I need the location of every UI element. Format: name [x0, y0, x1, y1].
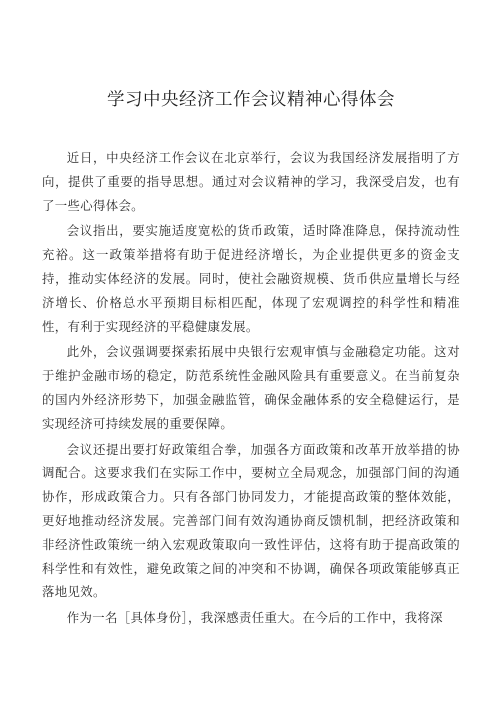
paragraph-4: 会议还提出要打好政策组合拳，加强各方面政策和改革开放举措的协调配合。这要求我们在实际工作中，要树立全局观念，加强部门间的沟通协作，形成政策合力。只有各部门协同发力，才能提高政策的整体效能，更好地推动经济发展。完善部门间有效沟通协商反馈机制，把经济政策和非经济性政策统一纳入宏观政策取向一致性评估，这将有助于提高政策的科学性和有效性，避免政策之间的冲突和不协调，确保各项政策能够真正落地见效。: [42, 441, 460, 600]
paragraph-2: 会议指出，要实施适度宽松的货币政策，适时降准降息，保持流动性充裕。这一政策举措将有助于促进经济增长，为企业提供更多的资金支持，推动实体经济的发展。同时，使社会融资规模、货币供应量增长与经济增长、价格总水平预期目标相匹配，体现了宏观调控的科学性和精准性，有利于实现经济的平稳健康发展。: [42, 223, 460, 334]
document-title: 学习中央经济工作会议精神心得体会: [107, 90, 395, 110]
paragraph-3: 此外，会议强调要探索拓展中央银行宏观审慎与金融稳定功能。这对于维护金融市场的稳定，防范系统性金融风险具有重要意义。在当前复杂的国内外经济形势下，加强金融监管，确保金融体系的安全稳健运行，是实现经济可持续发展的重要保障。: [42, 344, 460, 431]
paragraph-1: 近日，中央经济工作会议在北京举行，会议为我国经济发展指明了方向，提供了重要的指导思想。通过对会议精神的学习，我深受启发，也有了一些心得体会。: [42, 150, 460, 213]
paragraph-5: 作为一名［具体身份］，我深感责任重大。在今后的工作中，我将深: [66, 610, 443, 626]
